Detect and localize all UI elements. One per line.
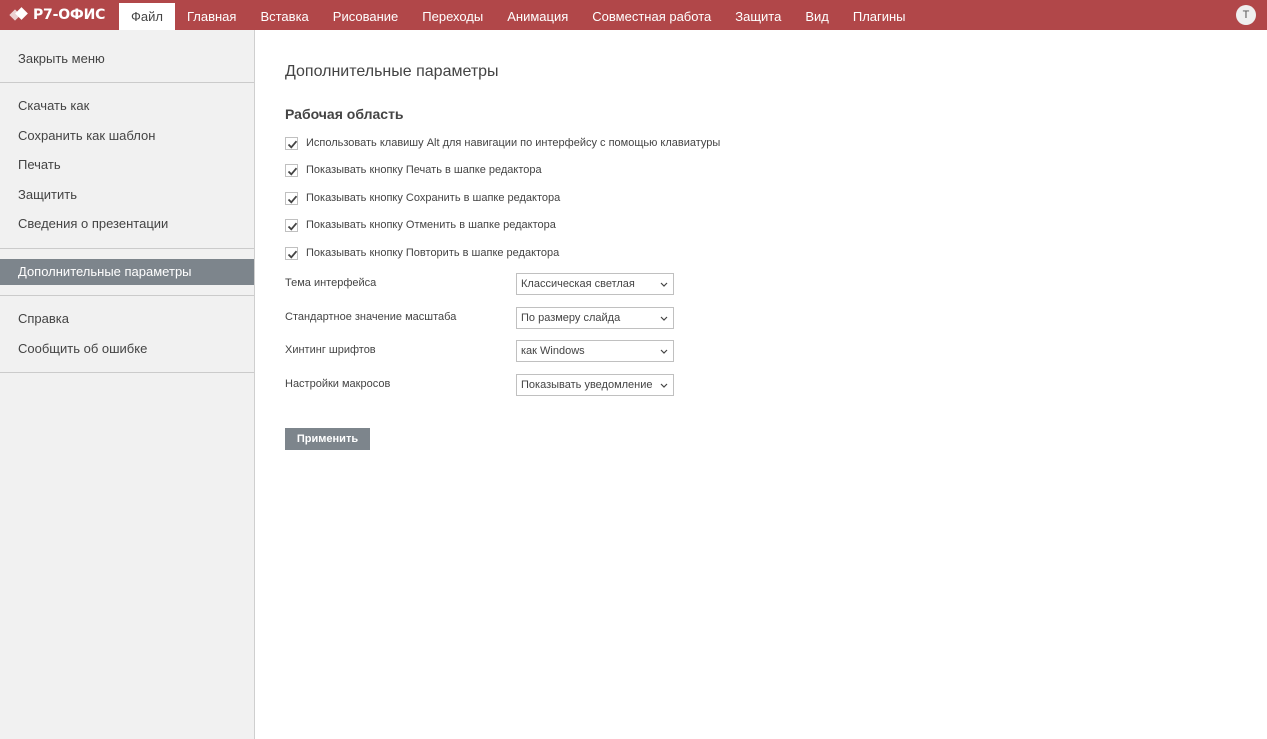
checkbox-show-undo[interactable] (285, 217, 556, 233)
logo-text: Р7-ОФИС (33, 7, 106, 23)
checkbox-label: Показывать кнопку Повторить в шапке редактора (306, 247, 560, 259)
checkbox-show-print[interactable] (285, 162, 542, 178)
menu-separator (0, 248, 254, 249)
checkbox-box[interactable] (285, 192, 298, 205)
chevron-down-icon (659, 375, 669, 395)
tab-plugins[interactable]: Плагины (852, 9, 906, 24)
font-hinting-select[interactable] (516, 340, 674, 362)
zoom-label: Стандартное значение масштаба (285, 311, 457, 323)
checkbox-label: Показывать кнопку Отменить в шапке редактора (306, 219, 556, 231)
zoom-select[interactable] (516, 307, 674, 329)
section-title: Рабочая область (285, 106, 404, 122)
checkmark-icon (287, 166, 298, 177)
ribbon-tabs (119, 3, 918, 30)
menu-print[interactable]: Печать (18, 157, 61, 172)
checkbox-box[interactable] (285, 219, 298, 232)
chevron-down-icon (659, 341, 669, 361)
settings-panel (255, 30, 1267, 739)
checkbox-box[interactable] (285, 247, 298, 260)
chevron-down-icon (659, 274, 669, 294)
macros-label: Настройки макросов (285, 378, 391, 390)
select-value: как Windows (521, 345, 585, 357)
checkbox-label: Показывать кнопку Сохранить в шапке редактора (306, 192, 561, 204)
theme-select[interactable] (516, 273, 674, 295)
select-value: Показывать уведомление (521, 379, 653, 391)
checkbox-box[interactable] (285, 137, 298, 150)
app-logo (10, 5, 105, 25)
select-value: По размеру слайда (521, 312, 621, 324)
menu-presentation-info[interactable]: Сведения о презентации (18, 216, 169, 231)
tab-draw[interactable]: Рисование (332, 9, 399, 24)
tab-file[interactable]: Файл (119, 3, 175, 30)
menu-report-bug[interactable]: Сообщить об ошибке (18, 341, 148, 356)
apply-button[interactable]: Применить (285, 428, 370, 450)
checkbox-show-save[interactable] (285, 190, 560, 206)
tab-home[interactable]: Главная (186, 9, 237, 24)
menu-separator (0, 372, 254, 373)
checkbox-label: Показывать кнопку Печать в шапке редактора (306, 164, 542, 176)
tab-insert[interactable]: Вставка (260, 9, 309, 24)
checkmark-icon (287, 194, 298, 205)
tab-protection[interactable]: Защита (735, 9, 782, 24)
checkbox-label: Использовать клавишу Alt для навигации по интерфейсу с помощью клавиатуры (306, 137, 721, 149)
checkbox-show-redo[interactable] (285, 245, 559, 261)
menu-close[interactable]: Закрыть меню (18, 51, 105, 66)
logo-diamond-icon (10, 8, 30, 22)
theme-label: Тема интерфейса (285, 277, 377, 289)
checkbox-alt-navigation[interactable] (285, 135, 720, 151)
select-value: Классическая светлая (521, 278, 635, 290)
page-title: Дополнительные параметры (285, 63, 499, 80)
tab-transitions[interactable]: Переходы (422, 9, 484, 24)
tab-view[interactable]: Вид (805, 9, 829, 24)
menu-help[interactable]: Справка (18, 311, 69, 326)
checkmark-icon (287, 139, 298, 150)
file-menu-sidebar (0, 30, 255, 739)
checkbox-box[interactable] (285, 164, 298, 177)
menu-separator (0, 82, 254, 83)
user-avatar[interactable]: Т (1236, 5, 1256, 25)
checkmark-icon (287, 249, 298, 260)
checkmark-icon (287, 221, 298, 232)
font-hinting-label: Хинтинг шрифтов (285, 344, 376, 356)
menu-advanced-settings[interactable]: Дополнительные параметры (0, 259, 254, 285)
tab-collaboration[interactable]: Совместная работа (592, 9, 712, 24)
menu-protect[interactable]: Защитить (18, 187, 77, 202)
menu-save-as-template[interactable]: Сохранить как шаблон (18, 128, 156, 143)
menu-download-as[interactable]: Скачать как (18, 98, 90, 113)
chevron-down-icon (659, 308, 669, 328)
tab-animation[interactable]: Анимация (507, 9, 569, 24)
macros-select[interactable] (516, 374, 674, 396)
top-bar (0, 0, 1267, 30)
menu-separator (0, 295, 254, 296)
